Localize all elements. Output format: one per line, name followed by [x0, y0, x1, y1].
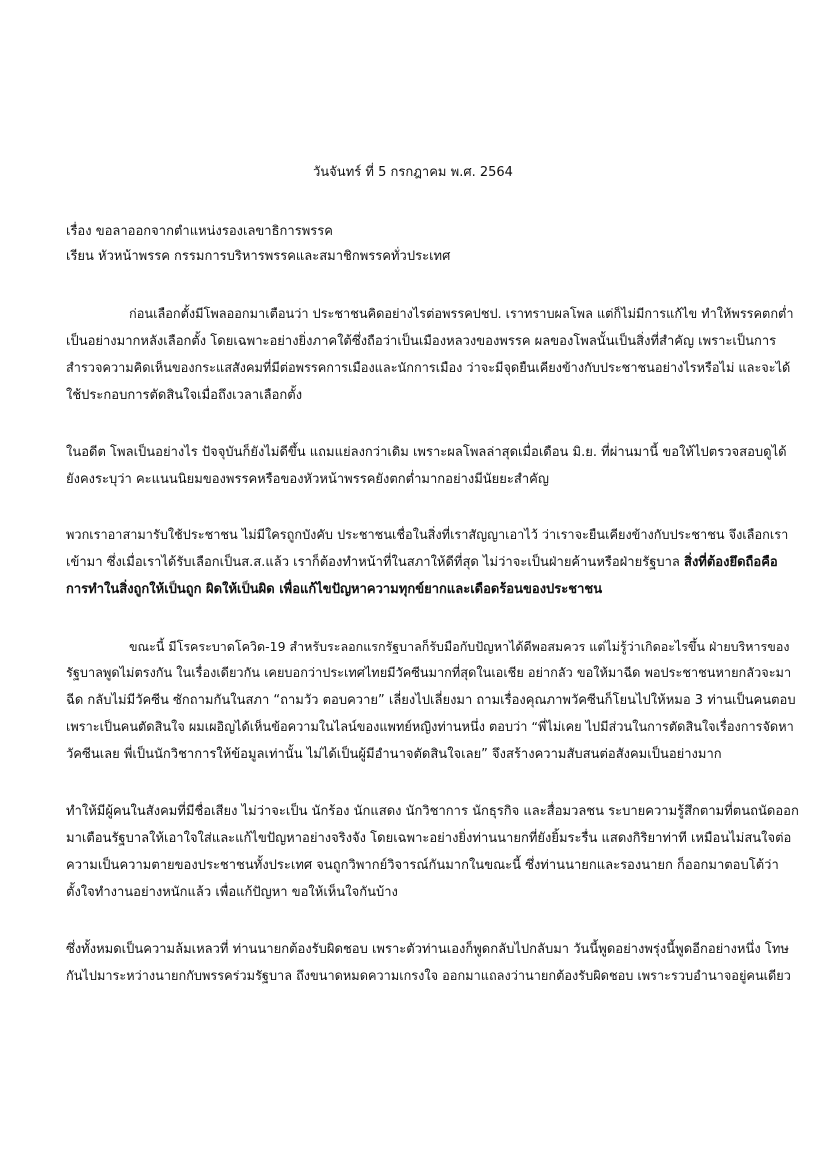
- paragraph-1-line-4: ใช้ประกอบการตัดสินใจเมื่อถึงเวลาเลือกตั้ง: [66, 388, 303, 403]
- paragraph-6-line-2: กันไปมาระหว่างนายกกับพรรคร่วมรัฐบาล ถึงขนาดหมดความเกรงใจ ออกมาแถลงว่านายกต้องรับผิดชอบ เพราะรวบอำนาจอยู่คนเดียว: [66, 969, 791, 984]
- paragraph-2-line-2: ยังคงระบุว่า คะแนนนิยมของพรรคหรือของหัวหน้าพรรคยังตกต่ำมากอย่างมีนัยยะสำคัญ: [66, 472, 549, 487]
- paragraph-3-bold-phrase: สิ่งที่ต้องยึดถือคือ: [684, 555, 778, 570]
- paragraph-2-line-1: ในอดีต โพลเป็นอย่างไร ปัจจุบันก็ยังไม่ดีขึ้น แถมแย่ลงกว่าเดิม เพราะผลโพลล่าสุดเมื่อเดือน มิ.ย. ที่ผ่านมานี้ ขอให้ไปตรวจสอบดูได้: [66, 445, 787, 460]
- paragraph-1-line-2: เป็นอย่างมากหลังเลือกตั้ง โดยเฉพาะอย่างยิ่งภาคใต้ซึ่งถือว่าเป็นเมืองหลวงของพรรค ผลของโพลนั้นเป็นสิ่งที่สำคัญ เพราะเป็นการ: [66, 334, 777, 349]
- paragraph-4-line-3: ฉีด กลับไม่มีวัคซีน ซักถามกันในสภา “ถามวัว ตอบควาย” เลี่ยงไปเลี่ยงมา ถามเรื่องคุณภาพวัคซีนก็โยนไปให้หมอ 3 ท่านเป็นคนตอบ: [66, 693, 796, 708]
- paragraph-4-line-5: วัคซีนเลย พี่เป็นนักวิชาการให้ข้อมูลเท่านั้น ไม่ได้เป็นผู้มีอำนาจตัดสินใจเลย” จึงสร้างความสับสนต่อสังคมเป็นอย่างมาก: [66, 747, 722, 762]
- paragraph-3-line-1: พวกเราอาสามารับใช้ประชาชน ไม่มีใครถูกบังคับ ประชาชนเชื่อในสิ่งที่เราสัญญาเอาไว้ ว่าเราจะยืนเคียงข้างกับประชาชน จึงเลือกเรา: [66, 528, 789, 543]
- paragraph-5-line-2: มาเตือนรัฐบาลให้เอาใจใส่และแก้ไขปัญหาอย่างจริงจัง โดยเฉพาะอย่างยิ่งท่านนายกที่ยังยิ้มระรื่น แสดงกิริยาท่าที เหมือนไม่สนใจต่อ: [66, 831, 792, 846]
- paragraph-1-line-1: ก่อนเลือกตั้งมีโพลออกมาเตือนว่า ประชาชนคิดอย่างไรต่อพรรคปชป. เราทราบผลโพล แต่ก็ไม่มีการแก้ไข ทำให้พรรคตกต่ำ: [129, 307, 794, 322]
- paragraph-4-line-2: รัฐบาลพูดไม่ตรงกัน ในเรื่องเดียวกัน เคยบอกว่าประเทศไทยมีวัคซีนมากที่สุดในเอเชีย อย่ากลัว ขอให้มาฉีด พอประชาชนหายกลัวจะมา: [66, 666, 792, 681]
- paragraph-3-bold-line: การทำในสิ่งถูกให้เป็นถูก ผิดให้เป็นผิด เพื่อแก้ไขปัญหาความทุกข์ยากและเดือดร้อนของประชาชน: [66, 582, 603, 597]
- paragraph-5-line-4: ตั้งใจทำงานอย่างหนักแล้ว เพื่อแก้ปัญหา ขอให้เห็นใจกันบ้าง: [66, 885, 398, 900]
- paragraph-5-line-1: ทำให้มีผู้คนในสังคมที่มีชื่อเสียง ไม่ว่าจะเป็น นักร้อง นักแสดง นักวิชาการ นักธุรกิจ และสื่อมวลชน ระบายความรู้สึกตามที่ตนถนัดออก: [66, 804, 799, 819]
- paragraph-6-line-1: ซึ่งทั้งหมดเป็นความล้มเหลวที่ ท่านนายกต้องรับผิดชอบ เพราะตัวท่านเองก็พูดกลับไปกลับมา วันนี้พูดอย่างพรุ่งนี้พูดอีกอย่างหนึ่ง โทษ: [66, 942, 789, 957]
- letter-subject: เรื่อง ขอลาออกจากตำแหน่งรองเลขาธิการพรรค: [66, 224, 333, 239]
- paragraph-4-line-4: เพราะเป็นคนตัดสินใจ ผมเผอิญได้เห็นข้อความในไลน์ของแพทย์หญิงท่านหนึ่ง ตอบว่า “พี่ไม่เคย ไปมีส่วนในการตัดสินใจเรื่องการจัดหา: [66, 720, 794, 735]
- paragraph-1-line-3: สำรวจความคิดเห็นของกระแสสังคมที่มีต่อพรรคการเมืองและนักการเมือง ว่าจะมีจุดยืนเคียงข้างกับประชาชนอย่างไรหรือไม่ และจะได้: [66, 361, 791, 376]
- paragraph-5-line-3: ความเป็นความตายของประชาชนทั้งประเทศ จนถูกวิพากย์วิจารณ์กันมากในขณะนี้ ซึ่งท่านนายกและรองนายก ก็ออกมาตอบโต้ว่า: [66, 858, 779, 873]
- letter-recipient: เรียน หัวหน้าพรรค กรรมการบริหารพรรคและสมาชิกพรรคทั่วประเทศ: [66, 249, 451, 264]
- paragraph-3-line-2: [66, 554, 778, 572]
- paragraph-3-line-2-text: เข้ามา ซึ่งเมื่อเราได้รับเลือกเป็นส.ส.แล้ว เราก็ต้องทำหน้าที่ในสภาให้ดีที่สุด ไม่ว่าจะเป็นฝ่ายค้านหรือฝ่ายรัฐบาล: [66, 555, 685, 570]
- letter-date: วันจันทร์ ที่ 5 กรกฎาคม พ.ศ. 2564: [313, 165, 513, 180]
- paragraph-4-line-1: ขณะนี้ มีโรคระบาดโควิด-19 สำหรับระลอกแรกรัฐบาลก็รับมือกับปัญหาได้ดีพอสมควร แต่ไม่รู้ว่าเกิดอะไรขึ้น ฝ่ายบริหารของ: [129, 639, 790, 654]
